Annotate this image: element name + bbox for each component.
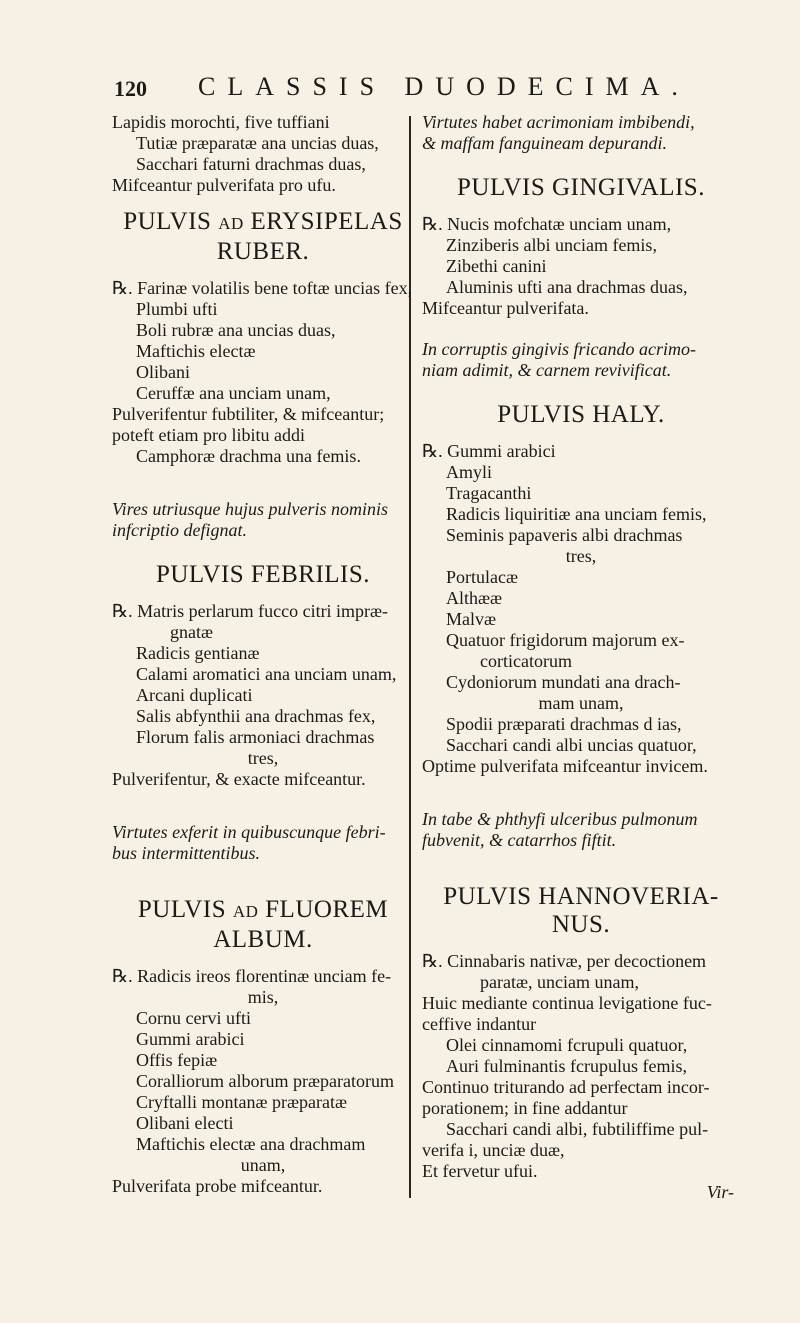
- recipe-line: Plumbi ufti: [136, 299, 218, 319]
- recipe-line: verifa i, unciæ duæ,: [422, 1140, 565, 1160]
- recipe-line: ℞. Farinæ volatilis bene toftæ uncias fex,: [112, 278, 413, 298]
- recipe-line: Cornu cervi ufti: [136, 1008, 251, 1028]
- text-line: Mifceantur pulverifata pro ufu.: [112, 175, 336, 195]
- recipe-line: poteft etiam pro libitu addi: [112, 425, 305, 445]
- recipe-line: Gummi arabici: [136, 1029, 245, 1049]
- recipe-line: Et fervetur ufui.: [422, 1161, 538, 1181]
- recipe-line: ceffive indantur: [422, 1014, 537, 1034]
- virtue-note: niam adimit, & carnem revivificat.: [422, 360, 672, 380]
- recipe-line: tres,: [565, 546, 597, 566]
- recipe-line: Offis fepiæ: [136, 1050, 218, 1070]
- recipe-line: ℞. Gummi arabici: [422, 441, 556, 461]
- virtue-note: fubvenit, & catarrhos fiftit.: [422, 830, 617, 850]
- running-head: CLASSIS DUODECIMA.: [198, 72, 690, 101]
- text-line: Lapidis morochti, five tuffiani: [112, 112, 330, 132]
- recipe-line: ℞. Matris perlarum fucco citri impræ-: [112, 601, 389, 621]
- text-line: Tutiæ præparatæ ana uncias duas,: [136, 133, 379, 153]
- recipe-line: Ceruffæ ana unciam unam,: [136, 383, 331, 403]
- recipe-line: Aluminis ufti ana drachmas duas,: [446, 277, 688, 297]
- recipe-line: Florum falis armoniaci drachmas: [136, 727, 375, 747]
- recipe-line: Spodii præparati drachmas d ias,: [446, 714, 682, 734]
- recipe-line: Quatuor frigidorum majorum ex-: [446, 630, 685, 650]
- recipe-line: ℞. Cinnabaris nativæ, per decoctionem: [422, 951, 707, 971]
- section-heading: PULVIS GINGIVALIS.: [457, 174, 705, 201]
- recipe-line: Olei cinnamomi fcrupuli quatuor,: [446, 1035, 688, 1055]
- recipe-line: Olibani electi: [136, 1113, 234, 1133]
- section-heading: PULVIS HANNOVERIA-: [443, 883, 719, 910]
- recipe-line: Seminis papaveris albi drachmas: [446, 525, 683, 545]
- recipe-line: Sacchari candi albi, fubtiliffime pul-: [446, 1119, 709, 1139]
- recipe-line: Malvæ: [446, 609, 497, 629]
- section-heading: PULVIS FEBRILIS.: [155, 561, 371, 588]
- recipe-line: porationem; in fine addantur: [422, 1098, 628, 1118]
- section-heading: NUS.: [551, 911, 611, 938]
- virtue-note: In corruptis gingivis fricando acrimo-: [422, 339, 696, 359]
- virtue-note: & maffam fanguineam depurandi.: [422, 133, 667, 153]
- recipe-line: Radicis liquiritiæ ana unciam femis,: [446, 504, 707, 524]
- section-heading: RUBER.: [216, 238, 310, 265]
- section-heading: ALBUM.: [213, 926, 313, 953]
- recipe-line: Radicis gentianæ: [136, 643, 260, 663]
- left-column: [112, 112, 414, 1197]
- recipe-line: Camphoræ drachma una femis.: [136, 446, 361, 466]
- section-heading: PULVIS AD FLUOREM: [137, 896, 389, 923]
- virtue-note: bus intermittentibus.: [112, 843, 260, 863]
- page-header: [86, 68, 766, 108]
- recipe-line: Portulacæ: [446, 567, 518, 587]
- recipe-line: Maftichis electæ ana drachmam: [136, 1134, 366, 1154]
- section-heading: PULVIS AD ERYSIPELAS: [123, 208, 403, 235]
- recipe-line: unam,: [240, 1155, 286, 1175]
- text-line: Sacchari faturni drachmas duas,: [136, 154, 366, 174]
- virtue-note: Virtutes habet acrimoniam imbibendi,: [422, 112, 695, 132]
- recipe-line: Auri fulminantis fcrupulus femis,: [446, 1056, 687, 1076]
- recipe-line: Calami aromatici ana unciam unam,: [136, 664, 397, 684]
- recipe-line: Boli rubræ ana uncias duas,: [136, 320, 336, 340]
- recipe-line: paratæ, unciam unam,: [480, 972, 639, 992]
- recipe-line: Maftichis electæ: [136, 341, 256, 361]
- recipe-line: Pulverifentur fubtiliter, & mifceantur;: [112, 404, 385, 424]
- recipe-line: Pulverifata probe mifceantur.: [112, 1176, 323, 1196]
- recipe-line: Optime pulverifata mifceantur invicem.: [422, 756, 708, 776]
- virtue-note: In tabe & phthyfi ulceribus pulmonum: [422, 809, 698, 829]
- recipe-line: ℞. Nucis mofchatæ unciam unam,: [422, 214, 672, 234]
- recipe-line: Coralliorum alborum præparatorum: [136, 1071, 394, 1091]
- recipe-line: Zibethi canini: [446, 256, 547, 276]
- recipe-line: Pulverifentur, & exacte mifceantur.: [112, 769, 366, 789]
- recipe-line: Sacchari candi albi uncias quatuor,: [446, 735, 697, 755]
- section-heading: PULVIS HALY.: [497, 401, 665, 428]
- right-column: [422, 112, 740, 1203]
- recipe-line: Olibani: [136, 362, 190, 382]
- recipe-line: Huic mediante continua levigatione fuc-: [422, 993, 712, 1013]
- recipe-line: Amyli: [446, 462, 493, 482]
- recipe-line: Zinziberis albi unciam femis,: [446, 235, 657, 255]
- virtue-note: Vires utriusque hujus pulveris nominis: [112, 499, 388, 519]
- recipe-line: Cryftalli montanæ præparatæ: [136, 1092, 347, 1112]
- recipe-line: Arcani duplicati: [136, 685, 253, 705]
- virtue-note: infcriptio defignat.: [112, 520, 247, 540]
- recipe-line: corticatorum: [480, 651, 572, 671]
- recipe-line: mis,: [247, 987, 279, 1007]
- recipe-line: Continuo triturando ad perfectam incor-: [422, 1077, 710, 1097]
- recipe-line: Cydoniorum mundati ana drach-: [446, 672, 681, 692]
- recipe-line: Mifceantur pulverifata.: [422, 298, 589, 318]
- recipe-line: Salis abfynthii ana drachmas fex,: [136, 706, 376, 726]
- recipe-line: ℞. Radicis ireos florentinæ unciam fe-: [112, 966, 392, 986]
- recipe-line: Althææ: [446, 588, 503, 608]
- page-number: 120: [114, 76, 147, 101]
- recipe-line: mam unam,: [538, 693, 624, 713]
- virtue-note: Virtutes exferit in quibuscunque febri-: [112, 822, 386, 842]
- catchword: Vir-: [706, 1182, 734, 1202]
- recipe-line: Tragacanthi: [446, 483, 532, 503]
- recipe-line: gnatæ: [170, 622, 213, 642]
- recipe-line: tres,: [247, 748, 279, 768]
